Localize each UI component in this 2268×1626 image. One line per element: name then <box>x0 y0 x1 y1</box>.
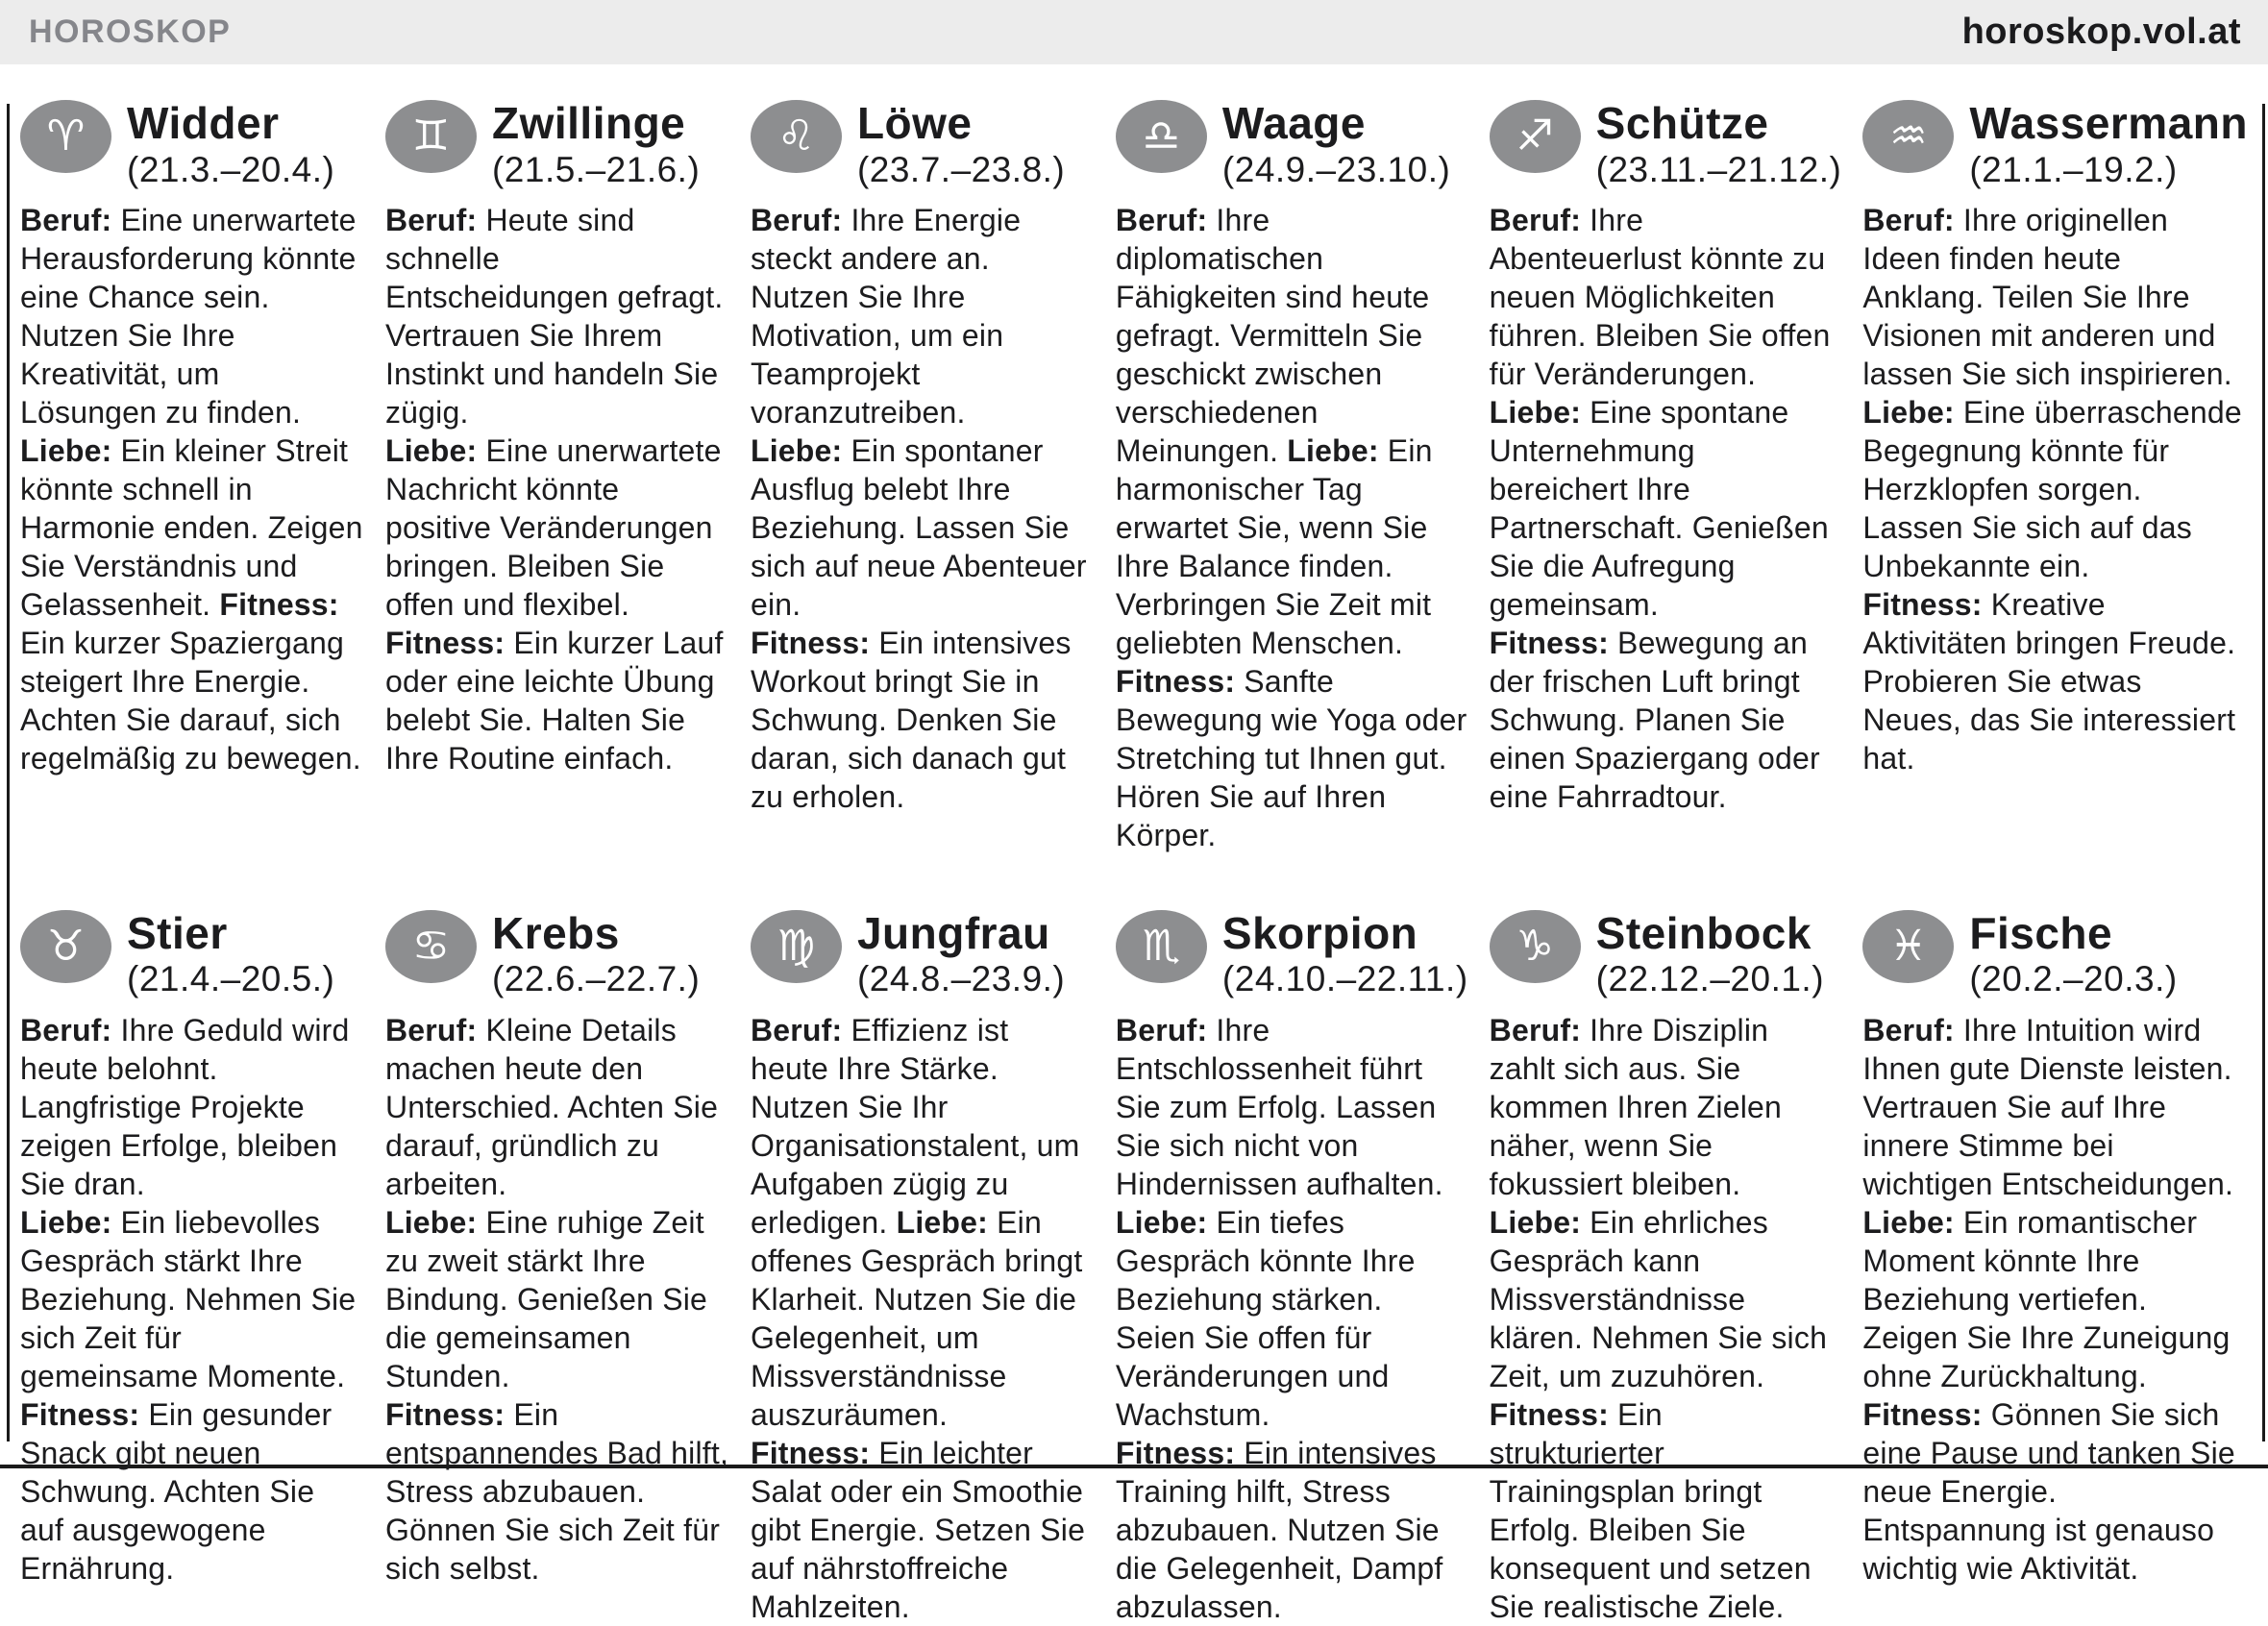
sign-header <box>1116 907 1468 1001</box>
cancer-icon <box>385 910 477 983</box>
sign-dates: (21.1.–19.2.) <box>1969 149 2178 189</box>
section-label: Beruf: <box>750 1012 843 1047</box>
sign-name: Skorpion <box>1221 907 1418 958</box>
section-label: Beruf: <box>1489 1012 1582 1047</box>
zodiac-glyph: ♉ <box>46 921 86 971</box>
sign-title <box>1969 100 2248 191</box>
sign-name: Wassermann <box>1969 98 2248 148</box>
sign-name: Steinbock <box>1595 907 1812 958</box>
sign-title <box>1595 907 1825 1001</box>
zodiac-glyph: ♎ <box>1142 111 1181 160</box>
sagittarius-icon <box>1490 100 1581 173</box>
sign-text: Beruf: Ihre Entschlossenheit führt Sie zum Erfolg. Lassen Sie sich nicht von Hindernissen aufhalten. Liebe: Ein tiefes Gespräch könnte Ihre Beziehung stärken. Seien Sie offen für Veränderungen und Wachstum. Fitness: Ein intensives Training hilft, Stress abzubauen. Nutzen Sie die Gelegenheit, Dampf abzulassen. <box>1115 1012 1443 1624</box>
sign-title <box>492 100 700 191</box>
gemini-icon <box>385 100 477 173</box>
section-label: Liebe: <box>1862 1204 1955 1240</box>
sign-card-widder <box>20 100 364 854</box>
section-label: Fitness: <box>1115 1435 1236 1470</box>
section-label: Beruf: <box>1489 202 1582 237</box>
section-label: Fitness: <box>219 586 339 622</box>
sign-card-zwillinge <box>385 100 729 854</box>
section-label: Liebe: <box>20 1204 112 1240</box>
sign-header <box>1116 100 1468 191</box>
zodiac-glyph: ♋ <box>411 921 451 971</box>
aries-icon <box>20 100 111 173</box>
section-label: Liebe: <box>1115 1204 1208 1240</box>
taurus-icon <box>20 910 111 983</box>
zodiac-glyph: ♍ <box>777 921 816 971</box>
sign-name: Widder <box>127 98 280 148</box>
sign-name: Jungfrau <box>856 907 1050 958</box>
sign-header <box>385 100 729 191</box>
sign-text: Beruf: Heute sind schnelle Entscheidungen gefragt. Vertrauen Sie Ihrem Instinkt und handeln Sie zügig. Liebe: Eine unerwartete Nachricht könnte positive Veränderungen bringen. Bleiben Sie offen und flexibel. Fitness: Ein kurzer Lauf oder eine leichte Übung belebt Sie. Halten Sie Ihre Routine einfach. <box>384 202 724 776</box>
sign-title <box>1596 100 1842 191</box>
sign-header <box>751 100 1095 191</box>
sign-title <box>1221 907 1468 1001</box>
sign-card-fische <box>1862 907 2248 1626</box>
pisces-icon <box>1862 910 1954 983</box>
section-label: Liebe: <box>384 432 478 468</box>
section-label: Liebe: <box>1862 394 1955 430</box>
section-label: Beruf: <box>1862 1012 1955 1047</box>
sign-header <box>751 907 1095 1001</box>
header-bar <box>0 0 2268 64</box>
sign-title <box>127 907 335 1001</box>
scorpio-icon <box>1116 910 1207 983</box>
sign-dates: (24.8.–23.9.) <box>856 959 1066 999</box>
section-label: Fitness: <box>384 1396 505 1432</box>
section-label: Liebe: <box>384 1204 478 1240</box>
sign-dates: (22.12.–20.1.) <box>1595 959 1825 999</box>
section-label: Beruf: <box>1115 202 1208 237</box>
sign-dates: (24.9.–23.10.) <box>1221 149 1451 189</box>
zodiac-glyph: ♈ <box>46 111 86 160</box>
section-label: Liebe: <box>1287 432 1379 468</box>
sign-text: Beruf: Ihre Disziplin zahlt sich aus. Sie kommen Ihren Zielen näher, wenn Sie fokussiert bleiben. Liebe: Ein ehrliches Gespräch kann Missverständnisse klären. Nehmen Sie sich Zeit, um zuzuhören. Fitness: Ein strukturierter Trainingsplan bringt Erfolg. Bleiben Sie konsequent und setzen Sie realistische Ziele. <box>1489 1012 1828 1624</box>
sign-card-loewe <box>751 100 1095 854</box>
sign-card-schuetze <box>1490 100 1842 854</box>
sign-text: Beruf: Ihre Energie steckt andere an. Nutzen Sie Ihre Motivation, um ein Teamprojekt voranzutreiben. Liebe: Ein spontaner Ausflug belebt Ihre Beziehung. Lassen Sie sich auf neue Abenteuer ein. Fitness: Ein intensives Workout bringt Sie in Schwung. Denken Sie daran, sich danach gut zu erholen. <box>750 202 1087 814</box>
sign-card-jungfrau <box>750 907 1095 1626</box>
sign-name: Waage <box>1221 98 1366 148</box>
signs-grid <box>20 100 2248 1626</box>
sign-text: Beruf: Eine unerwartete Herausforderung könnte eine Chance sein. Nutzen Sie Ihre Kreativität, um Lösungen zu finden. Liebe: Ein kleiner Streit könnte schnell in Harmonie enden. Zeigen Sie Verständnis und Gelassenheit. Fitness: Ein kurzer Spaziergang steigert Ihre Energie. Achten Sie darauf, sich regelmäßig zu bewegen. <box>20 202 363 776</box>
zodiac-glyph: ♓ <box>1889 921 1928 971</box>
sign-dates: (21.3.–20.4.) <box>127 149 335 189</box>
zodiac-glyph: ♊ <box>411 111 451 160</box>
content-border-right <box>2262 104 2265 1441</box>
sign-text: Beruf: Ihre originellen Ideen finden heute Anklang. Teilen Sie Ihre Visionen mit anderen und lassen Sie sich inspirieren. Liebe: Eine überraschende Begegnung könnte für Herzklopfen sorgen. Lassen Sie sich auf das Unbekannte ein. Fitness: Kreative Aktivitäten bringen Freude. Probieren Sie etwas Neues, das Sie interessiert hat. <box>1862 202 2242 776</box>
section-label: Fitness: <box>1489 1396 1609 1432</box>
page-title: HOROSKOP <box>29 13 232 50</box>
sign-card-wassermann <box>1862 100 2248 854</box>
sign-name: Löwe <box>856 98 973 148</box>
sign-card-krebs <box>384 907 729 1626</box>
sign-name: Stier <box>127 907 228 958</box>
section-label: Beruf: <box>384 202 478 237</box>
sign-text: Beruf: Ihre Intuition wird Ihnen gute Dienste leisten. Vertrauen Sie auf Ihre innere Stimme bei wichtigen Entscheidungen. Liebe: Ein romantischer Moment könnte Ihre Beziehung vertiefen. Zeigen Sie Ihre Zuneigung ohne Zurückhaltung. Fitness: Gönnen Sie sich eine Pause und tanken Sie neue Energie. Entspannung ist genauso wichtig wie Aktivität. <box>1862 1012 2235 1586</box>
sign-title <box>1222 100 1450 191</box>
aquarius-icon <box>1862 100 1954 173</box>
section-label: Liebe: <box>1489 394 1582 430</box>
zodiac-glyph: ♏ <box>1142 921 1181 971</box>
sign-text: Beruf: Effizienz ist heute Ihre Stärke. Nutzen Sie Ihr Organisationstalent, um Aufgaben zügig zu erledigen. Liebe: Ein offenes Gespräch bringt Klarheit. Nutzen Sie die Gelegenheit, um Missverständnisse auszuräumen. Fitness: Ein leichter Salat oder ein Smoothie gibt Energie. Setzen Sie auf nährstoffreiche Mahlzeiten. <box>750 1012 1086 1624</box>
zodiac-glyph: ♌ <box>777 111 816 160</box>
sign-header <box>1490 907 1842 1001</box>
section-label: Beruf: <box>1862 202 1955 237</box>
section-label: Fitness: <box>384 625 505 660</box>
section-label: Fitness: <box>1489 625 1609 660</box>
sign-name: Zwillinge <box>491 98 686 148</box>
sign-dates: (21.4.–20.5.) <box>127 959 335 999</box>
section-label: Fitness: <box>20 1396 140 1432</box>
section-label: Fitness: <box>1862 1396 1983 1432</box>
section-label: Fitness: <box>1862 586 1983 622</box>
sign-name: Krebs <box>491 907 620 958</box>
sign-dates: (23.11.–21.12.) <box>1595 149 1842 189</box>
sign-header <box>1862 907 2248 1001</box>
sign-text: Beruf: Ihre Abenteuerlust könnte zu neuen Möglichkeiten führen. Bleiben Sie offen für Veränderungen. Liebe: Eine spontane Unternehmung bereichert Ihre Partnerschaft. Genießen Sie die Aufregung gemeinsam. Fitness: Bewegung an der frischen Luft bringt Schwung. Planen Sie einen Spaziergang oder eine Fahrradtour. <box>1489 202 1831 814</box>
content-border-left <box>7 104 10 1441</box>
sign-name: Schütze <box>1595 98 1769 148</box>
sign-header <box>20 907 364 1001</box>
zodiac-glyph: ♒ <box>1889 111 1928 160</box>
sign-title <box>1969 907 2178 1001</box>
sign-card-stier <box>20 907 364 1626</box>
sign-card-steinbock <box>1489 907 1842 1626</box>
sign-card-skorpion <box>1115 907 1468 1626</box>
section-label: Beruf: <box>750 202 843 237</box>
sign-dates: (24.10.–22.11.) <box>1221 959 1468 999</box>
leo-icon <box>751 100 842 173</box>
section-label: Fitness: <box>750 1435 871 1470</box>
sign-header <box>385 907 729 1001</box>
sign-name: Fische <box>1969 907 2113 958</box>
zodiac-glyph: ♑ <box>1516 921 1554 971</box>
section-label: Beruf: <box>20 1012 112 1047</box>
sign-card-waage <box>1116 100 1468 854</box>
section-label: Fitness: <box>750 625 871 660</box>
sign-title <box>856 907 1066 1001</box>
sign-header <box>20 100 364 191</box>
sign-title <box>127 100 334 191</box>
virgo-icon <box>751 910 842 983</box>
section-label: Liebe: <box>20 432 112 468</box>
section-label: Beruf: <box>384 1012 478 1047</box>
section-label: Liebe: <box>896 1204 989 1240</box>
sign-header <box>1862 100 2248 191</box>
sign-dates: (22.6.–22.7.) <box>491 959 701 999</box>
sign-dates: (21.5.–21.6.) <box>491 149 701 189</box>
sign-title <box>491 907 701 1001</box>
sign-text: Beruf: Ihre diplomatischen Fähigkeiten sind heute gefragt. Vermitteln Sie geschickt zwischen verschiedenen Meinungen. Liebe: Ein harmonischer Tag erwartet Sie, wenn Sie Ihre Balance finden. Verbringen Sie Zeit mit geliebten Menschen. Fitness: Sanfte Bewegung wie Yoga oder Stretching tut Ihnen gut. Hören Sie auf Ihren Körper. <box>1115 202 1467 852</box>
sign-text: Beruf: Kleine Details machen heute den Unterschied. Achten Sie darauf, gründlich zu arbeiten. Liebe: Eine ruhige Zeit zu zweit stärkt Ihre Bindung. Genießen Sie die gemeinsamen Stunden. Fitness: Ein entspannendes Bad hilft, Stress abzubauen. Gönnen Sie sich Zeit für sich selbst. <box>384 1012 729 1586</box>
zodiac-glyph: ♐ <box>1516 111 1554 160</box>
section-label: Fitness: <box>1115 663 1236 699</box>
sign-header <box>1490 100 1842 191</box>
section-label: Liebe: <box>1489 1204 1582 1240</box>
section-label: Beruf: <box>1115 1012 1208 1047</box>
sign-title <box>857 100 1065 191</box>
section-label: Beruf: <box>20 202 112 237</box>
sign-text: Beruf: Ihre Geduld wird heute belohnt. Langfristige Projekte zeigen Erfolge, bleiben Sie dran. Liebe: Ein liebevolles Gespräch stärkt Ihre Beziehung. Nehmen Sie sich Zeit für gemeinsame Momente. Fitness: Ein gesunder Snack gibt neuen Schwung. Achten Sie auf ausgewogene Ernährung. <box>20 1012 357 1586</box>
section-label: Liebe: <box>750 432 843 468</box>
libra-icon <box>1116 100 1207 173</box>
site-link[interactable]: horoskop.vol.at <box>1961 12 2241 52</box>
sign-dates: (23.7.–23.8.) <box>856 149 1066 189</box>
sign-dates: (20.2.–20.3.) <box>1969 959 2178 999</box>
capricorn-icon <box>1490 910 1581 983</box>
